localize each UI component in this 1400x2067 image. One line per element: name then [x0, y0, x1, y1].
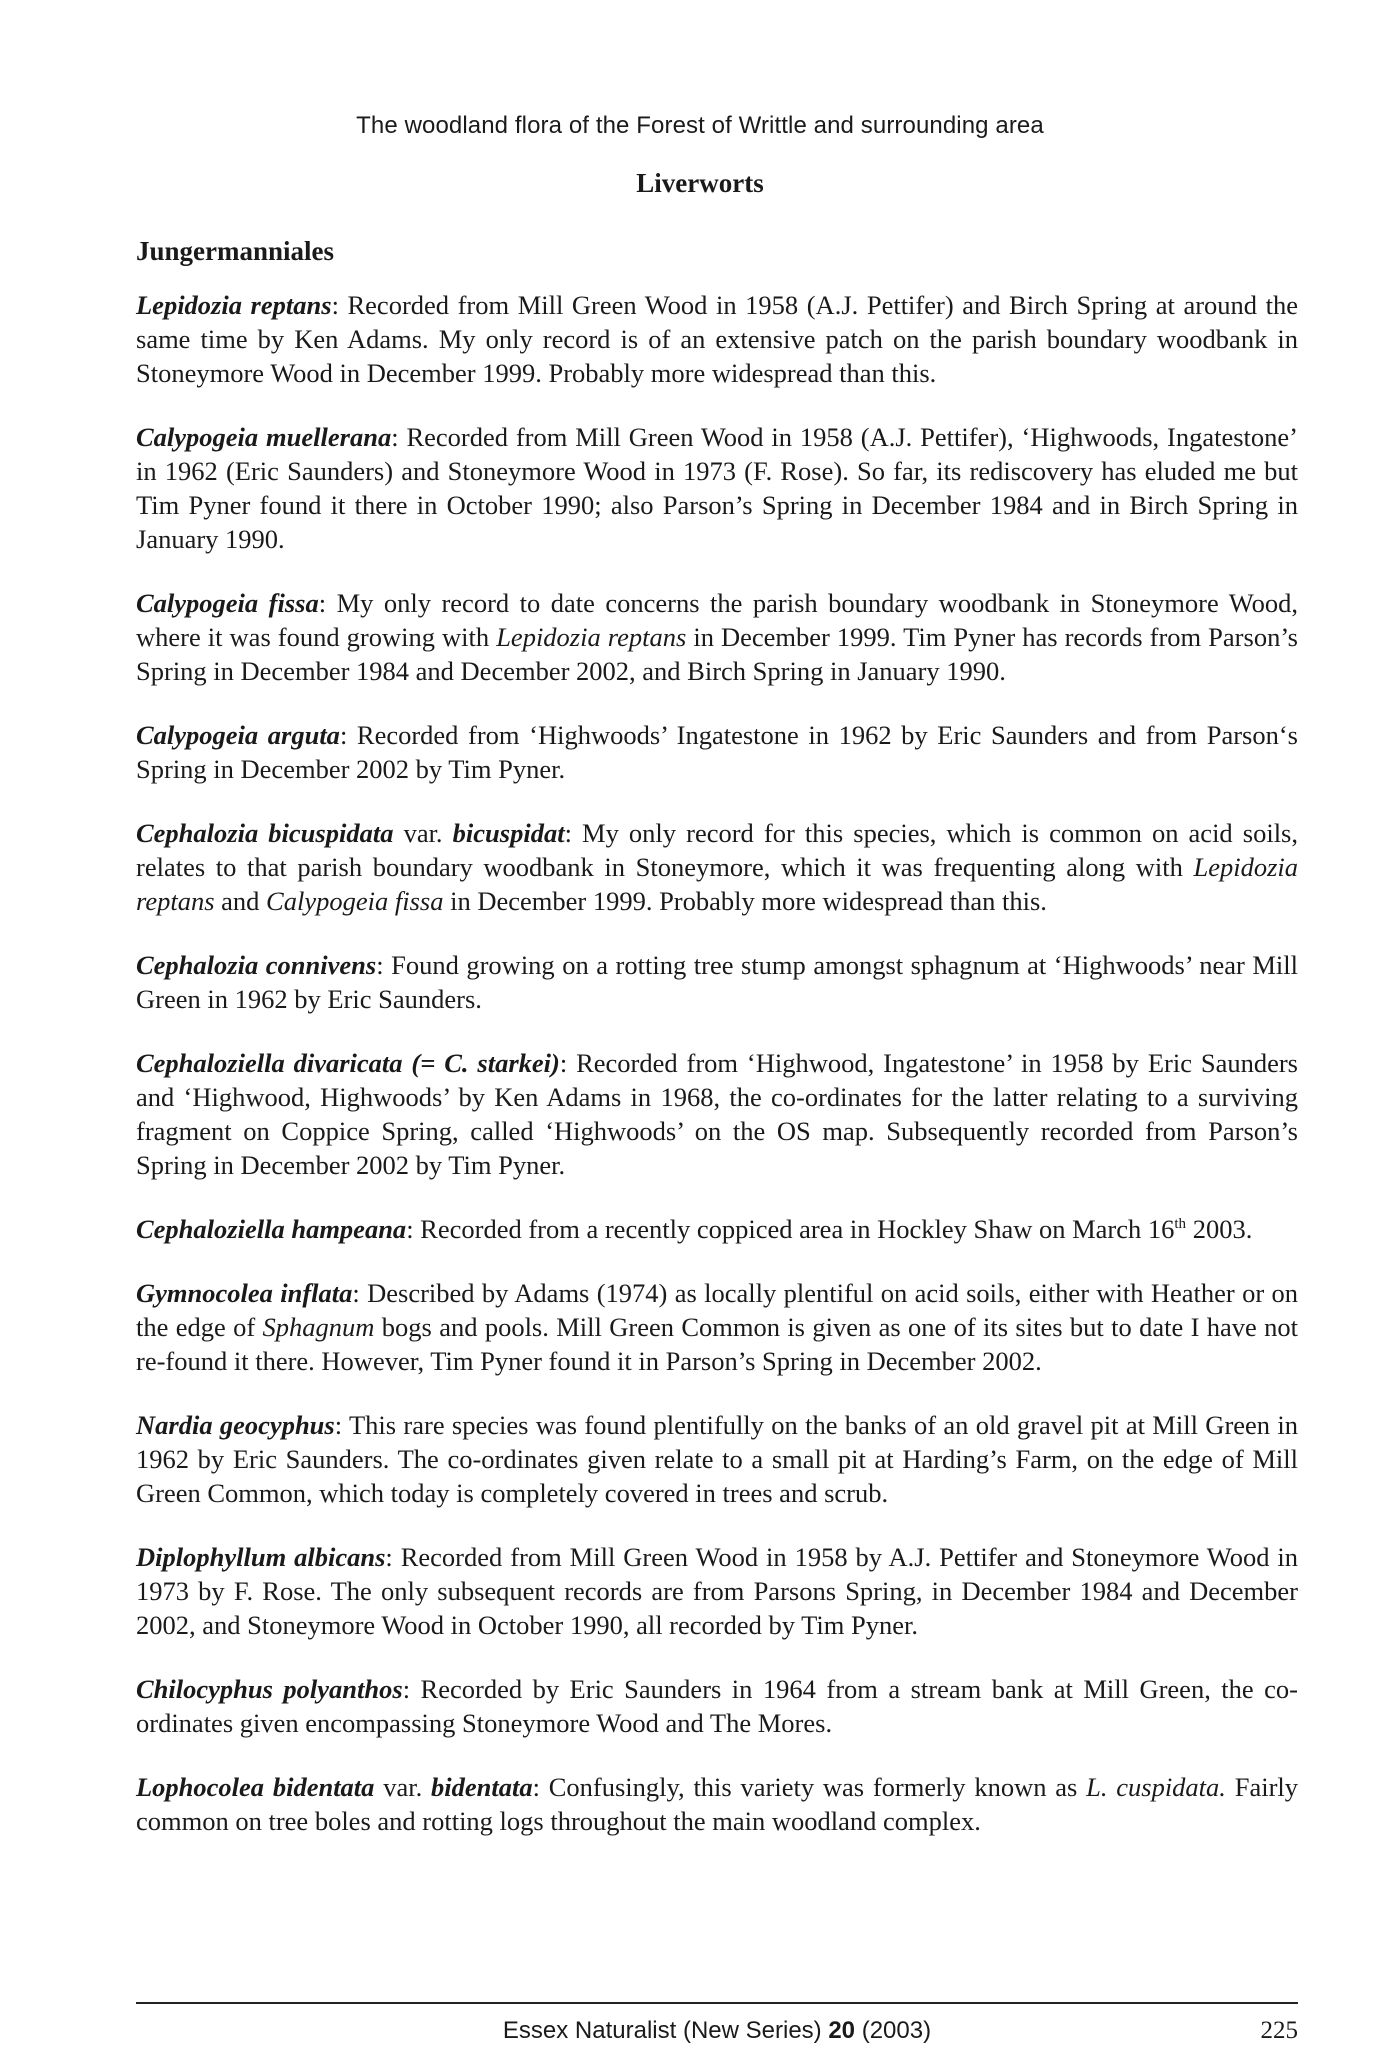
species-name: Cephalozia bicuspidata: [136, 818, 394, 848]
species-text: and: [214, 886, 267, 916]
species-text: : Recorded from Mill Green Wood in 1958 by A.J. Pettifer and Stoneymore Wood in 1973 by F. Rose. The only subsequent records are from Parsons Spring, in December 1984 and December 2002, and Stoneymore Wood in October 1990, all recorded by Tim Pyner.: [136, 1542, 1298, 1640]
species-text: : Described by Adams (1974) as locally plentiful on acid soils, either with Heather or on the edge of: [136, 1278, 1298, 1342]
species-entry: [136, 1046, 1298, 1182]
species-reference: L. cuspidata.: [1086, 1772, 1226, 1802]
species-text: : Found growing on a rotting tree stump amongst sphagnum at ‘Highwoods’ near Mill Green in 1962 by Eric Saunders.: [136, 950, 1299, 1014]
species-text: : Confusingly, this variety was formerly known as: [532, 1772, 1087, 1802]
species-name: Gymnocolea inflata: [136, 1278, 353, 1308]
species-text: : Recorded from ‘Highwood, Ingatestone’ in 1958 by Eric Saunders and ‘Highwood, Highwoods’ by Ken Adams in 1968, the co-ordinates for the latter relating to a surviving fragment on Coppice Spring, called ‘Highwoods’ on the OS map. Subsequently recorded from Parson’s Spring in December 2002 by Tim Pyner.: [136, 1048, 1298, 1180]
species-text: : Recorded from Mill Green Wood in 1958 (A.J. Pettifer), ‘Highwoods, Ingatestone’ in 1962 (Eric Saunders) and Stoneymore Wood in 1973 (F. Rose). So far, its rediscovery has eluded me but Tim Pyner found it there in October 1990; also Parson’s Spring in December 1984 and in Birch Spring in January 1990.: [136, 422, 1298, 554]
species-entry: [136, 586, 1298, 688]
species-entry: [136, 420, 1298, 556]
variety-label: var.: [403, 818, 443, 848]
species-text: 2003.: [1186, 1214, 1253, 1244]
species-text: in December 1999. Probably more widespread than this.: [443, 886, 1047, 916]
species-entry: [136, 948, 1298, 1016]
species-name: Cephaloziella hampeana: [136, 1214, 407, 1244]
page-footer: [136, 2014, 1298, 2048]
species-reference: Lepidozia reptans: [136, 852, 1298, 916]
species-name: Chilocyphus polyanthos: [136, 1674, 403, 1704]
species-name: Calypogeia muellerana: [136, 422, 392, 452]
species-entry: [136, 1408, 1298, 1510]
species-name: Cephalozia connivens: [136, 950, 377, 980]
species-name: Calypogeia arguta: [136, 720, 340, 750]
journal-volume: 20: [828, 2017, 856, 2044]
species-text: bogs and pools. Mill Green Common is given as one of its sites but to date I have not re-found it there. However, Tim Pyner found it in Parson’s Spring in December 2002.: [136, 1312, 1298, 1376]
species-reference: Calypogeia fissa: [266, 886, 444, 916]
species-entry: [136, 1540, 1298, 1642]
species-name: Diplophyllum albicans: [136, 1542, 386, 1572]
species-text: : Recorded from ‘Highwoods’ Ingatestone in 1962 by Eric Saunders and from Parson‘s Spring in December 2002 by Tim Pyner.: [136, 720, 1298, 784]
species-entry: [136, 718, 1298, 786]
species-text: Fairly common on tree boles and rotting logs throughout the main woodland complex.: [136, 1772, 1299, 1836]
variety-label: var.: [383, 1772, 423, 1802]
species-entry: [136, 1770, 1298, 1838]
species-text: : My only record to date concerns the parish boundary woodbank in Stoneymore Wood, where it was found growing with: [136, 588, 1298, 652]
species-name: Nardia geocyphus: [136, 1410, 335, 1440]
species-reference: Sphagnum: [262, 1312, 375, 1342]
species-name: Calypogeia fissa: [136, 588, 319, 618]
variety-name: bidentata: [431, 1772, 533, 1802]
species-entry: [136, 1212, 1298, 1246]
species-name: Cephaloziella divaricata (= C. starkei): [136, 1048, 560, 1078]
species-entry: [136, 1276, 1298, 1378]
running-head: The woodland flora of the Forest of Writtle and surrounding area: [356, 112, 1044, 139]
species-text: : Recorded by Eric Saunders in 1964 from a stream bank at Mill Green, the co-ordinates given encompassing Stoneymore Wood and The Mores.: [136, 1674, 1298, 1738]
species-entry: [136, 288, 1298, 390]
variety-name: bicuspidat: [452, 818, 565, 848]
species-entry: [136, 1672, 1298, 1740]
journal-year: (2003): [861, 2017, 932, 2044]
species-name: Lophocolea bidentata: [136, 1772, 375, 1802]
species-list: [136, 288, 1298, 1868]
species-text: in December 1999. Tim Pyner has records from Parson’s Spring in December 1984 and December 2002, and Birch Spring in January 1990.: [136, 622, 1298, 686]
ordinal-suffix: th: [1174, 1216, 1187, 1232]
section-title: Liverworts: [636, 168, 764, 198]
species-text: : My only record for this species, which is common on acid soils, relates to that parish boundary woodbank in Stoneymore, which it was frequenting along with: [136, 818, 1298, 882]
footer-rule: [136, 2002, 1298, 2004]
journal-name: Essex Naturalist (New Series): [502, 2017, 822, 2044]
species-entry: [136, 816, 1298, 918]
species-name: Lepidozia reptans: [136, 290, 332, 320]
page-number: 225: [1260, 2017, 1298, 2044]
species-text: : This rare species was found plentifully on the banks of an old gravel pit at Mill Green in 1962 by Eric Saunders. The co-ordinates given relate to a small pit at Harding’s Farm, on the edge of Mill Green Common, which today is completely covered in trees and scrub.: [136, 1410, 1298, 1508]
journal-citation: [136, 2014, 1298, 2048]
species-text: : Recorded from Mill Green Wood in 1958 (A.J. Pettifer) and Birch Spring at around the same time by Ken Adams. My only record is of an extensive patch on the parish boundary woodbank in Stoneymore Wood in December 1999. Probably more widespread than this.: [136, 290, 1298, 388]
order-title: Jungermanniales: [136, 236, 335, 266]
species-reference: Lepidozia reptans: [496, 622, 687, 652]
species-text: : Recorded from a recently coppiced area in Hockley Shaw on March 16: [406, 1214, 1175, 1244]
